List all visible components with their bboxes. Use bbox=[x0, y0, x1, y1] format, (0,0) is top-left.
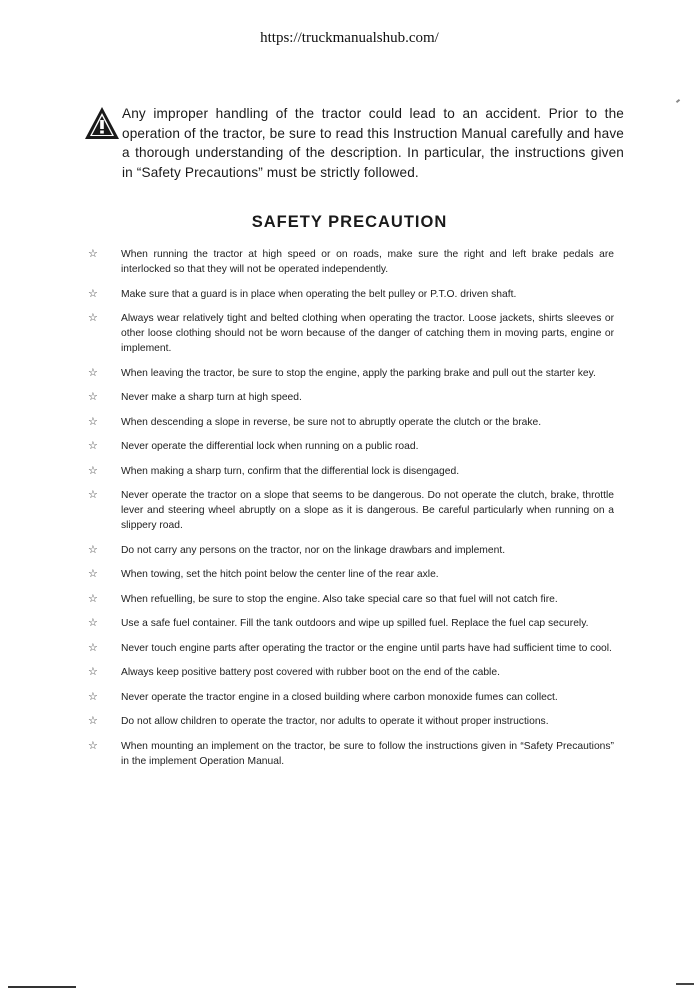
precaution-item bbox=[88, 592, 614, 607]
warning-notice bbox=[84, 104, 624, 183]
star-bullet-icon: ☆ bbox=[88, 488, 98, 502]
precaution-item bbox=[88, 311, 614, 356]
star-bullet-icon: ☆ bbox=[88, 286, 98, 300]
precaution-text: Do not carry any persons on the tractor, nor on the linkage drawbars and implement. bbox=[121, 544, 506, 556]
star-bullet-icon: ☆ bbox=[88, 567, 98, 581]
precaution-text: When making a sharp turn, confirm that the differential lock is disengaged. bbox=[121, 465, 460, 477]
precaution-item bbox=[88, 543, 614, 558]
precaution-item bbox=[88, 714, 614, 729]
precaution-item bbox=[88, 641, 614, 656]
precaution-item bbox=[88, 247, 614, 277]
star-bullet-icon: ☆ bbox=[88, 414, 98, 428]
star-bullet-icon: ☆ bbox=[88, 247, 98, 260]
star-bullet-icon: ☆ bbox=[88, 311, 98, 325]
star-bullet-icon: ☆ bbox=[88, 542, 98, 556]
precaution-text: When leaving the tractor, be sure to stop the engine, apply the parking brake and pull out the starter key. bbox=[121, 367, 596, 379]
star-bullet-icon: ☆ bbox=[88, 689, 98, 703]
precaution-item bbox=[88, 439, 614, 454]
precaution-text: When refuelling, be sure to stop the engine. Also take special care so that fuel will not catch fire. bbox=[121, 593, 558, 605]
scan-mark bbox=[676, 983, 694, 985]
star-bullet-icon: ☆ bbox=[88, 640, 98, 654]
precaution-item bbox=[88, 287, 614, 302]
precaution-text: When descending a slope in reverse, be sure not to abruptly operate the clutch or the brake. bbox=[121, 416, 542, 428]
page-rule bbox=[8, 986, 76, 988]
star-bullet-icon: ☆ bbox=[88, 365, 98, 379]
precaution-text: Use a safe fuel container. Fill the tank outdoors and wipe up spilled fuel. Replace the fuel cap securely. bbox=[121, 618, 589, 630]
precaution-item bbox=[88, 366, 614, 381]
source-url: https://truckmanualshub.com/ bbox=[260, 30, 439, 46]
star-bullet-icon: ☆ bbox=[88, 390, 98, 404]
scan-mark bbox=[676, 99, 680, 103]
precaution-text: Never operate the differential lock when running on a public road. bbox=[121, 441, 419, 453]
warning-text: Any improper handling of the tractor could lead to an accident. Prior to the operation of the tractor, be sure to read this Instruction Manual carefully and have a thorough understanding of the description. In particular, the instructions given in “Safety Precautions” must be strictly followed. bbox=[122, 106, 624, 181]
precaution-text: Always keep positive battery post covered with rubber boot on the end of the cable. bbox=[121, 667, 500, 679]
precaution-text: Never touch engine parts after operating the tractor or the engine until parts have had sufficient time to cool. bbox=[121, 642, 612, 654]
precaution-text: Never operate the tractor on a slope that seems to be dangerous. Do not operate the clutch, brake, throttle lever and steering wheel abruptly on a slope as it is dangerous. Be careful particularly when running on a slippery road. bbox=[121, 490, 614, 532]
precaution-item bbox=[88, 390, 614, 405]
star-bullet-icon: ☆ bbox=[88, 439, 98, 453]
section-title: SAFETY PRECAUTION bbox=[251, 213, 448, 231]
precaution-text: When running the tractor at high speed or on roads, make sure the right and left brake pedals are interlocked so that they will not be operated independently. bbox=[121, 249, 614, 276]
precaution-item bbox=[88, 464, 614, 479]
star-bullet-icon: ☆ bbox=[88, 463, 98, 477]
star-bullet-icon: ☆ bbox=[88, 616, 98, 630]
precaution-text: When mounting an implement on the tractor, be sure to follow the instructions given in “Safety Precautions” in the implement Operation Manual. bbox=[121, 740, 614, 767]
precaution-text: Always wear relatively tight and belted clothing when operating the tractor. Loose jackets, shirts sleeves or other loose clothing should not be worn because of the danger of catching them in moving parts, engine or implement. bbox=[121, 313, 614, 355]
star-bullet-icon: ☆ bbox=[88, 738, 98, 752]
star-bullet-icon: ☆ bbox=[88, 591, 98, 605]
precaution-text: Make sure that a guard is in place when operating the belt pulley or P.T.O. driven shaft. bbox=[121, 288, 517, 300]
warning-triangle-icon bbox=[84, 106, 120, 140]
precaution-item bbox=[88, 665, 614, 680]
precaution-item bbox=[88, 690, 614, 705]
precaution-text: Never make a sharp turn at high speed. bbox=[121, 392, 302, 404]
precaution-text: Do not allow children to operate the tractor, nor adults to operate it without proper instructions. bbox=[121, 716, 549, 728]
precaution-item bbox=[88, 739, 614, 769]
star-bullet-icon: ☆ bbox=[88, 665, 98, 679]
precaution-item bbox=[88, 567, 614, 582]
precaution-item bbox=[88, 488, 614, 533]
precaution-item bbox=[88, 415, 614, 430]
precaution-text: When towing, set the hitch point below the center line of the rear axle. bbox=[121, 569, 439, 581]
precaution-text: Never operate the tractor engine in a closed building where carbon monoxide fumes can collect. bbox=[121, 691, 558, 703]
precaution-list bbox=[88, 247, 614, 778]
star-bullet-icon: ☆ bbox=[88, 714, 98, 728]
precaution-item bbox=[88, 616, 614, 631]
